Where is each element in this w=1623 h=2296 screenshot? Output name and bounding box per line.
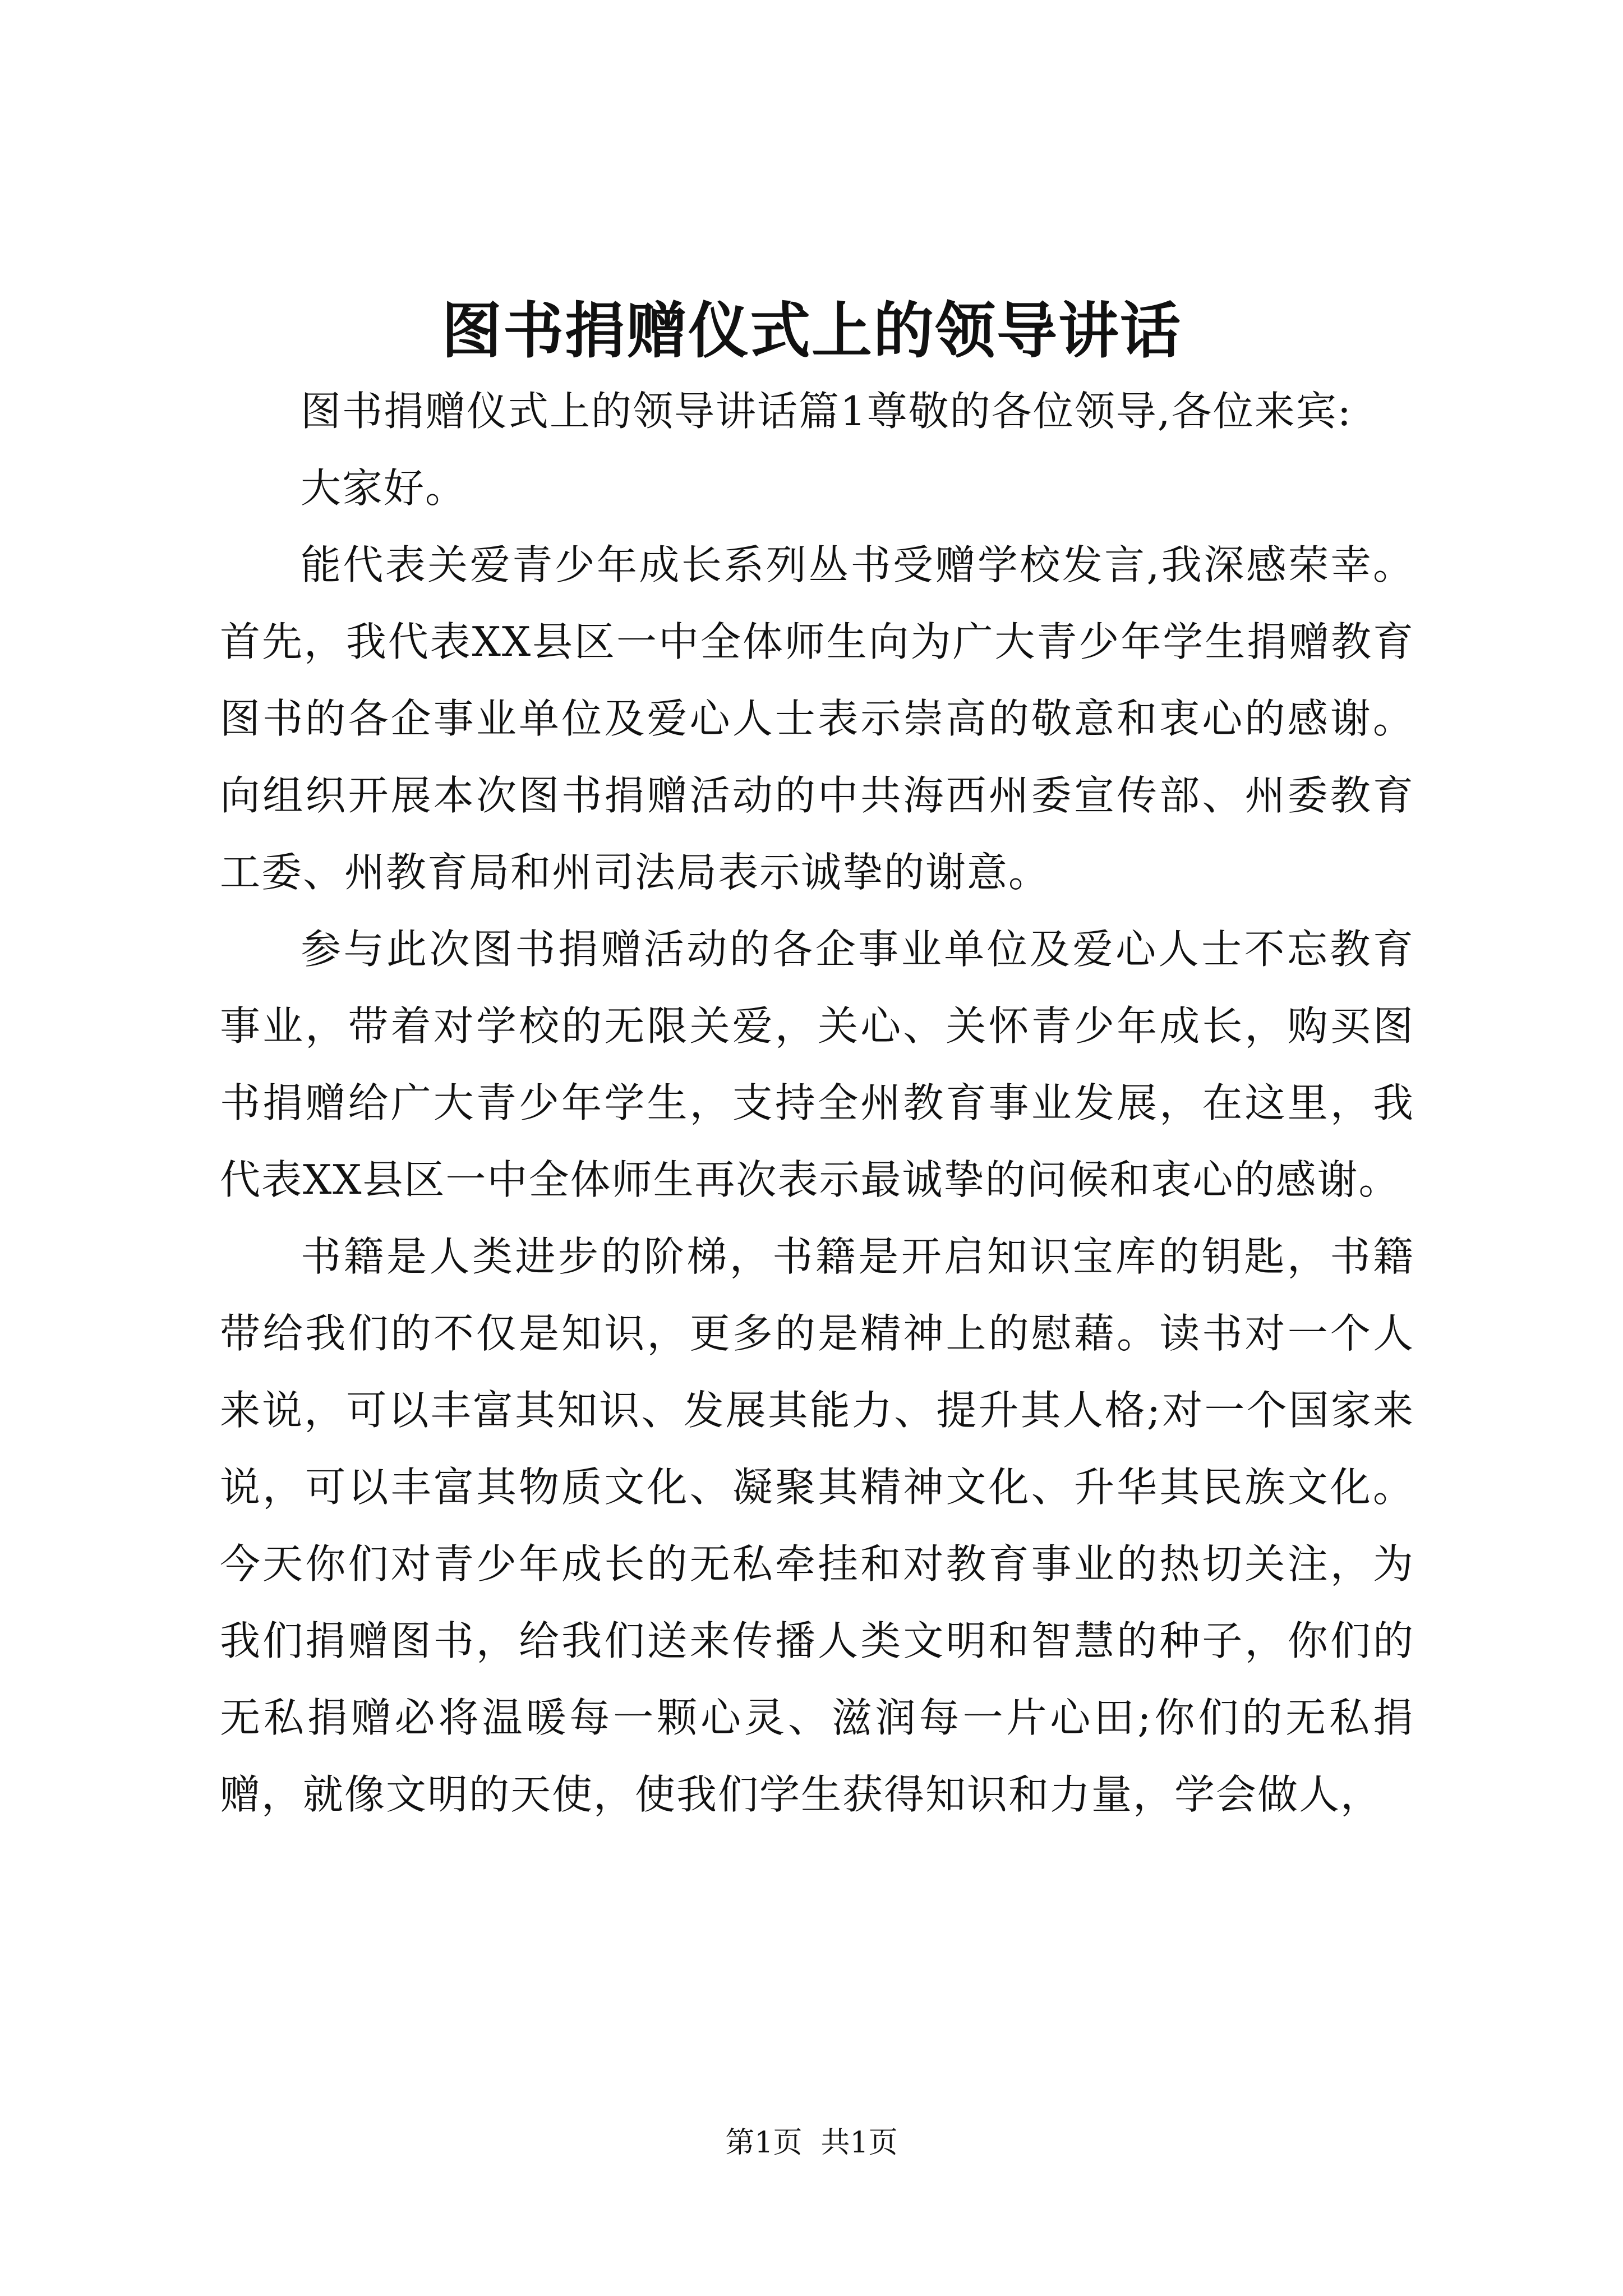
document-body [220, 373, 1414, 1833]
paragraph-greeting-line: 图书捐赠仪式上的领导讲话篇1尊敬的各位领导,各位来宾: [301, 388, 1352, 435]
document-title: 图书捐赠仪式上的领导讲话 [441, 296, 1182, 366]
paragraph-donors: 参与此次图书捐赠活动的各企事业单位及爱心人士不忘教育事业，带着对学校的无限关爱，关心、关怀青少年成长，购买图书捐赠给广大青少年学生，支持全州教育事业发展，在这里，我代表XX县区一中全体师生再次表示最诚挚的问候和衷心的感谢。 [220, 926, 1414, 1203]
paragraph-hello: 大家好。 [301, 464, 467, 512]
paragraph-thanks: 能代表关爱青少年成长系列丛书受赠学校发言,我深感荣幸。首先，我代表XX县区一中全体师生向为广大青少年学生捐赠教育图书的各企事业单位及爱心人士表示崇高的敬意和衷心的感谢。向组织开展本次图书捐赠活动的中共海西州委宣传部、州委教育工委、州教育局和州司法局表示诚挚的谢意。 [220, 541, 1414, 896]
page-footer: 第1页 共1页 [725, 2126, 898, 2160]
paragraph-books: 书籍是人类进步的阶梯，书籍是开启知识宝库的钥匙，书籍带给我们的不仅是知识，更多的是精神上的慰藉。读书对一个人来说，可以丰富其知识、发展其能力、提升其人格;对一个国家来说，可以丰富其物质文化、凝聚其精神文化、升华其民族文化。今天你们对青少年成长的无私牵挂和对教育事业的热切关注，为我们捐赠图书，给我们送来传播人类文明和智慧的种子，你们的无私捐赠必将温暖每一颗心灵、滋润每一片心田;你们的无私捐赠，就像文明的天使，使我们学生获得知识和力量，学会做人， [220, 1233, 1414, 1818]
